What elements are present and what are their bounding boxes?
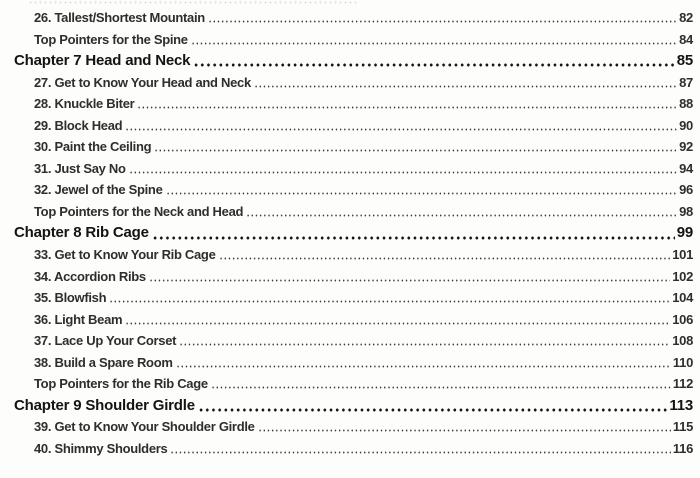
toc-chapter-row <box>14 395 693 417</box>
dot-leader <box>179 330 670 352</box>
entry-title: Top Pointers for the Spine <box>34 31 188 47</box>
dot-leader <box>258 416 671 438</box>
chapter-title: Chapter 7 Head and Neck <box>14 52 191 70</box>
dot-leader <box>129 158 678 180</box>
entry-title: 38. Build a Spare Room <box>34 354 173 370</box>
dot-leader <box>125 115 677 137</box>
entry-title: 31. Just Say No <box>34 160 126 176</box>
page-number: 82 <box>679 10 693 25</box>
toc-entry-row <box>14 179 693 201</box>
dot-leader <box>125 309 670 331</box>
dot-leader <box>149 266 670 288</box>
toc-entry-row <box>14 29 693 51</box>
dot-leader <box>154 136 677 158</box>
page-number: 85 <box>676 52 693 70</box>
dot-leader <box>109 287 670 309</box>
entry-title: 27. Get to Know Your Head and Neck <box>34 74 251 90</box>
entry-title: 36. Light Beam <box>34 311 123 327</box>
toc-entry-row <box>14 7 693 29</box>
toc-entry-row <box>14 416 693 438</box>
page-number: 113 <box>669 396 693 414</box>
entry-title: 37. Lace Up Your Corset <box>34 333 177 349</box>
page-number: 84 <box>679 31 693 47</box>
dot-leader <box>198 395 668 417</box>
toc-entry-row <box>14 201 693 223</box>
dot-leader <box>208 7 677 29</box>
entry-title: 35. Blowfish <box>34 290 107 306</box>
entry-title: Top Pointers for the Rib Cage <box>34 376 208 392</box>
entry-title: 39. Get to Know Your Shoulder Girdle <box>34 419 255 435</box>
entry-title: 33. Get to Know Your Rib Cage <box>34 247 216 263</box>
page-number: 96 <box>679 182 693 198</box>
page-number: 94 <box>679 160 693 176</box>
page-number: 90 <box>679 117 693 133</box>
toc-entry-row <box>14 438 693 460</box>
dot-leader <box>246 201 677 223</box>
toc-entry-row <box>14 115 693 137</box>
dot-leader <box>170 438 670 460</box>
dot-leader <box>219 244 671 266</box>
toc-chapter-row <box>14 222 693 244</box>
entry-title: 28. Knuckle Biter <box>34 96 135 112</box>
page-number: 101 <box>672 247 693 263</box>
page-number: 102 <box>672 268 693 284</box>
toc-entry-row <box>14 72 693 94</box>
dot-leader <box>166 179 678 201</box>
page-number: 110 <box>672 354 693 370</box>
entry-title: 30. Paint the Ceiling <box>34 139 152 155</box>
toc-entry-row <box>14 352 693 374</box>
page-number: 115 <box>672 419 693 435</box>
entry-title: 32. Jewel of the Spine <box>34 182 163 198</box>
toc-entry-row <box>14 309 693 331</box>
dot-leader <box>137 93 677 115</box>
page-number: 99 <box>676 224 693 242</box>
toc-entry-row <box>14 93 693 115</box>
entry-title: 40. Shimmy Shoulders <box>34 440 168 456</box>
entry-title: 26. Tallest/Shortest Mountain <box>34 10 205 25</box>
page-number: 116 <box>672 440 693 456</box>
page-number: 92 <box>679 139 693 155</box>
page-number: 87 <box>679 74 693 90</box>
dot-leader <box>176 352 671 374</box>
toc-entry-row <box>14 373 693 395</box>
chapter-title: Chapter 8 Rib Cage <box>14 224 149 242</box>
table-of-contents <box>0 7 700 459</box>
toc-entry-row <box>14 136 693 158</box>
dot-leader <box>211 373 671 395</box>
cropped-previous-line-artifact <box>28 1 358 4</box>
dot-leader <box>152 222 675 244</box>
chapter-title: Chapter 9 Shoulder Girdle <box>14 396 195 414</box>
entry-title: 29. Block Head <box>34 117 123 133</box>
toc-entry-row <box>14 158 693 180</box>
page-number: 112 <box>672 376 693 392</box>
dot-leader <box>254 72 677 94</box>
dot-leader <box>191 29 677 51</box>
page-number: 104 <box>672 290 693 306</box>
toc-entry-row <box>14 330 693 352</box>
entry-title: 34. Accordion Ribs <box>34 268 146 284</box>
toc-entry-row <box>14 266 693 288</box>
toc-entry-row <box>14 244 693 266</box>
page-number: 108 <box>672 333 693 349</box>
page-number: 98 <box>679 203 693 219</box>
dot-leader <box>193 50 674 72</box>
entry-title: Top Pointers for the Neck and Head <box>34 203 244 219</box>
page-number: 106 <box>672 311 693 327</box>
page-number: 88 <box>679 96 693 112</box>
toc-entry-row <box>14 287 693 309</box>
toc-chapter-row <box>14 50 693 72</box>
